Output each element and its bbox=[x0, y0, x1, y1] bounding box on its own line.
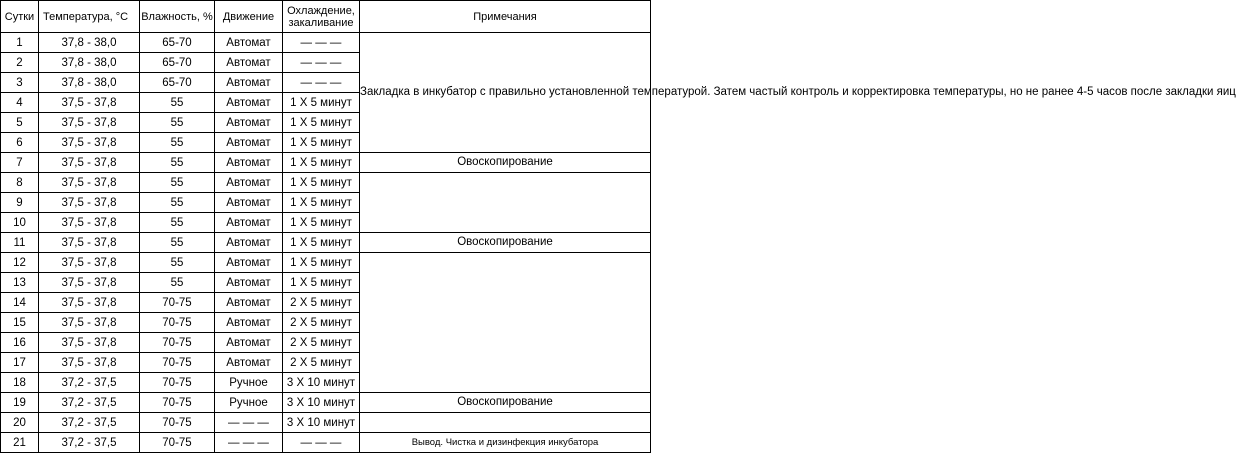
cell-temperature: 37,5 - 37,8 bbox=[39, 133, 140, 153]
note-cell-ovoscopy_11: Овоскопирование bbox=[360, 233, 651, 253]
cell-humidity: 55 bbox=[140, 173, 215, 193]
cell-temperature: 37,5 - 37,8 bbox=[39, 193, 140, 213]
cell-movement: — — — bbox=[215, 413, 283, 433]
cell-cooling: 1 Х 5 минут bbox=[283, 253, 360, 273]
cell-day: 14 bbox=[1, 293, 39, 313]
cell-humidity: 70-75 bbox=[140, 413, 215, 433]
cell-cooling: 2 Х 5 минут bbox=[283, 353, 360, 373]
cell-movement: Ручное bbox=[215, 393, 283, 413]
cell-movement: Автомат bbox=[215, 293, 283, 313]
cell-cooling: — — — bbox=[283, 53, 360, 73]
cell-temperature: 37,8 - 38,0 bbox=[39, 73, 140, 93]
cell-humidity: 65-70 bbox=[140, 53, 215, 73]
cell-temperature: 37,5 - 37,8 bbox=[39, 253, 140, 273]
cell-temperature: 37,8 - 38,0 bbox=[39, 33, 140, 53]
table-row bbox=[1, 433, 651, 453]
cell-movement: Автомат bbox=[215, 333, 283, 353]
cell-movement: Автомат bbox=[215, 193, 283, 213]
cell-movement: Автомат bbox=[215, 313, 283, 333]
header-movement: Движение bbox=[215, 1, 283, 33]
cell-cooling: 1 Х 5 минут bbox=[283, 153, 360, 173]
cell-temperature: 37,5 - 37,8 bbox=[39, 93, 140, 113]
table-body bbox=[1, 33, 1236, 453]
cell-humidity: 70-75 bbox=[140, 333, 215, 353]
cell-humidity: 55 bbox=[140, 233, 215, 253]
note-cell-empty bbox=[360, 173, 651, 233]
cell-day: 19 bbox=[1, 393, 39, 413]
header-cooling: Охлаждение, закаливание bbox=[283, 1, 360, 33]
cell-humidity: 55 bbox=[140, 273, 215, 293]
cell-day: 6 bbox=[1, 133, 39, 153]
note-cell-empty bbox=[360, 413, 651, 433]
cell-humidity: 55 bbox=[140, 153, 215, 173]
cell-cooling: 1 Х 5 минут bbox=[283, 173, 360, 193]
table-row bbox=[1, 33, 651, 53]
cell-movement: Автомат bbox=[215, 93, 283, 113]
header-temperature: Температура, °С bbox=[39, 1, 140, 33]
note-cell-laying: Закладка в инкубатор с правильно установленной температурой. Затем частый контроль и корректировка температуры, но не ранее 4-5 часов после закладки яиц bbox=[360, 33, 651, 153]
cell-cooling: 2 Х 5 минут bbox=[283, 293, 360, 313]
cell-humidity: 65-70 bbox=[140, 73, 215, 93]
cell-cooling: 1 Х 5 минут bbox=[283, 233, 360, 253]
cell-movement: Автомат bbox=[215, 273, 283, 293]
cell-day: 18 bbox=[1, 373, 39, 393]
cell-temperature: 37,5 - 37,8 bbox=[39, 233, 140, 253]
note-cell-ovoscopy_7: Овоскопирование bbox=[360, 153, 651, 173]
header-day: Сутки bbox=[1, 1, 39, 33]
cell-day: 1 bbox=[1, 33, 39, 53]
cell-temperature: 37,5 - 37,8 bbox=[39, 113, 140, 133]
cell-cooling: 3 Х 10 минут bbox=[283, 413, 360, 433]
cell-movement: Автомат bbox=[215, 253, 283, 273]
header-notes: Примечания bbox=[360, 1, 651, 33]
cell-humidity: 70-75 bbox=[140, 293, 215, 313]
cell-temperature: 37,8 - 38,0 bbox=[39, 53, 140, 73]
cell-day: 5 bbox=[1, 113, 39, 133]
cell-movement: Автомат bbox=[215, 213, 283, 233]
cell-day: 21 bbox=[1, 433, 39, 453]
cell-day: 12 bbox=[1, 253, 39, 273]
cell-movement: Автомат bbox=[215, 113, 283, 133]
cell-temperature: 37,5 - 37,8 bbox=[39, 153, 140, 173]
cell-humidity: 55 bbox=[140, 193, 215, 213]
cell-cooling: 1 Х 5 минут bbox=[283, 133, 360, 153]
cell-movement: Автомат bbox=[215, 133, 283, 153]
cell-movement: Автомат bbox=[215, 153, 283, 173]
cell-cooling: — — — bbox=[283, 73, 360, 93]
cell-cooling: 1 Х 5 минут bbox=[283, 193, 360, 213]
cell-humidity: 55 bbox=[140, 93, 215, 113]
cell-temperature: 37,2 - 37,5 bbox=[39, 413, 140, 433]
table-row bbox=[1, 153, 651, 173]
cell-temperature: 37,5 - 37,8 bbox=[39, 173, 140, 193]
cell-cooling: 1 Х 5 минут bbox=[283, 113, 360, 133]
note-cell-empty bbox=[360, 253, 651, 393]
cell-cooling: — — — bbox=[283, 33, 360, 53]
cell-humidity: 55 bbox=[140, 213, 215, 233]
cell-day: 7 bbox=[1, 153, 39, 173]
note-cell-hatch_21: Вывод. Чистка и дизинфекция инкубатора bbox=[360, 433, 651, 453]
cell-cooling: 2 Х 5 минут bbox=[283, 333, 360, 353]
header-humidity: Влажность, % bbox=[140, 1, 215, 33]
cell-temperature: 37,5 - 37,8 bbox=[39, 273, 140, 293]
cell-temperature: 37,2 - 37,5 bbox=[39, 433, 140, 453]
cell-temperature: 37,5 - 37,8 bbox=[39, 313, 140, 333]
cell-humidity: 55 bbox=[140, 133, 215, 153]
cell-day: 20 bbox=[1, 413, 39, 433]
cell-movement: Автомат bbox=[215, 173, 283, 193]
cell-temperature: 37,5 - 37,8 bbox=[39, 333, 140, 353]
cell-day: 11 bbox=[1, 233, 39, 253]
table-header-row bbox=[1, 1, 651, 33]
cell-day: 9 bbox=[1, 193, 39, 213]
cell-day: 16 bbox=[1, 333, 39, 353]
cell-cooling: 3 Х 10 минут bbox=[283, 373, 360, 393]
cell-day: 4 bbox=[1, 93, 39, 113]
cell-day: 17 bbox=[1, 353, 39, 373]
cell-movement: Автомат bbox=[215, 33, 283, 53]
table-row bbox=[1, 413, 651, 433]
cell-movement: Автомат bbox=[215, 53, 283, 73]
cell-cooling: — — — bbox=[283, 433, 360, 453]
cell-humidity: 70-75 bbox=[140, 433, 215, 453]
cell-day: 10 bbox=[1, 213, 39, 233]
cell-cooling: 1 Х 5 минут bbox=[283, 213, 360, 233]
cell-cooling: 1 Х 5 минут bbox=[283, 273, 360, 293]
cell-humidity: 55 bbox=[140, 113, 215, 133]
cell-movement: Автомат bbox=[215, 233, 283, 253]
cell-cooling: 2 Х 5 минут bbox=[283, 313, 360, 333]
cell-humidity: 65-70 bbox=[140, 33, 215, 53]
cell-day: 8 bbox=[1, 173, 39, 193]
cell-humidity: 70-75 bbox=[140, 313, 215, 333]
cell-day: 15 bbox=[1, 313, 39, 333]
cell-temperature: 37,5 - 37,8 bbox=[39, 293, 140, 313]
table-row bbox=[1, 393, 651, 413]
cell-movement: Автомат bbox=[215, 353, 283, 373]
cell-humidity: 70-75 bbox=[140, 393, 215, 413]
table-row bbox=[1, 173, 651, 193]
cell-temperature: 37,5 - 37,8 bbox=[39, 213, 140, 233]
table-row bbox=[1, 233, 651, 253]
cell-day: 3 bbox=[1, 73, 39, 93]
cell-temperature: 37,2 - 37,5 bbox=[39, 393, 140, 413]
cell-humidity: 70-75 bbox=[140, 373, 215, 393]
cell-movement: Автомат bbox=[215, 73, 283, 93]
cell-temperature: 37,2 - 37,5 bbox=[39, 373, 140, 393]
cell-day: 2 bbox=[1, 53, 39, 73]
note-cell-ovoscopy_19: Овоскопирование bbox=[360, 393, 651, 413]
table-row bbox=[1, 253, 651, 273]
cell-movement: Ручное bbox=[215, 373, 283, 393]
cell-temperature: 37,5 - 37,8 bbox=[39, 353, 140, 373]
cell-day: 13 bbox=[1, 273, 39, 293]
cell-humidity: 55 bbox=[140, 253, 215, 273]
cell-movement: — — — bbox=[215, 433, 283, 453]
cell-cooling: 3 Х 10 минут bbox=[283, 393, 360, 413]
cell-cooling: 1 Х 5 минут bbox=[283, 93, 360, 113]
cell-humidity: 70-75 bbox=[140, 353, 215, 373]
